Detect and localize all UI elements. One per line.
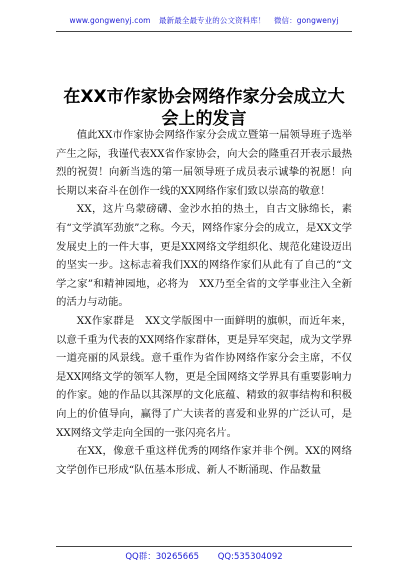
qq-group: QQ群：30265665 xyxy=(125,552,200,562)
paragraph: XX作家群是 XX文学版图中一面鲜明的旗帜，而近年来，以意千重为代表的XX网络作家群体，更是异军突起，成为文学界一道亮丽的风景线。意千重作为省作协网络作家分会主席，不仅是XX网络文学的领军人物，更是全国网络文学界具有重要影响力的作家。她的作品以其深厚的文化底蕴、精致的叙事结构和积极向上的价值导向，赢得了广大读者的喜爱和业界的广泛认可，是XX网络文学走向全国的一张闪亮名片。 xyxy=(56,314,352,439)
document-title: 在XX市作家协会网络作家分会成立大会上的发言 xyxy=(63,87,345,130)
header-divider xyxy=(56,31,352,32)
page-footer xyxy=(0,550,408,562)
qq-number: QQ:535304092 xyxy=(217,552,283,562)
site-tagline: 最新最全最专业的公文资料库！ xyxy=(159,16,266,25)
site-url[interactable]: www.gongwenyj.com xyxy=(69,16,151,25)
footer-divider xyxy=(56,546,352,547)
paragraph: 在XX，像意千重这样优秀的网络作家并非个例。XX的网络文学创作已形成“队伍基本形成、新人不断涌现、作品数量 xyxy=(56,445,352,476)
paragraph: XX，这片乌蒙磅礴、金沙水拍的热土，自古文脉绵长，素有“文学滇军劲旅”之称。今天，网络作家分会的成立，是XX文学发展史上的一件大事，更是XX网络文学组织化、规范化建设迈出的坚实一步。这标志着我们XX的网络作家们从此有了自己的“文学之家”和精神园地，必将为 XX乃至全省的文学事业注入全新的活力与动能。 xyxy=(56,203,352,309)
paragraph: 值此XX市作家协会网络作家分会成立暨第一届领导班子选举产生之际，我谨代表XX省作家协会，向大会的隆重召开表示最热烈的祝贺！向新当选的第一届领导班子成员表示诚挚的祝愿！向长期以来奋斗在创作一线的XX网络作家们致以崇高的敬意！ xyxy=(56,129,352,197)
site-header-banner xyxy=(0,15,408,26)
wechat-id: 微信：gongwenyj xyxy=(273,16,339,25)
document-body xyxy=(56,126,352,479)
